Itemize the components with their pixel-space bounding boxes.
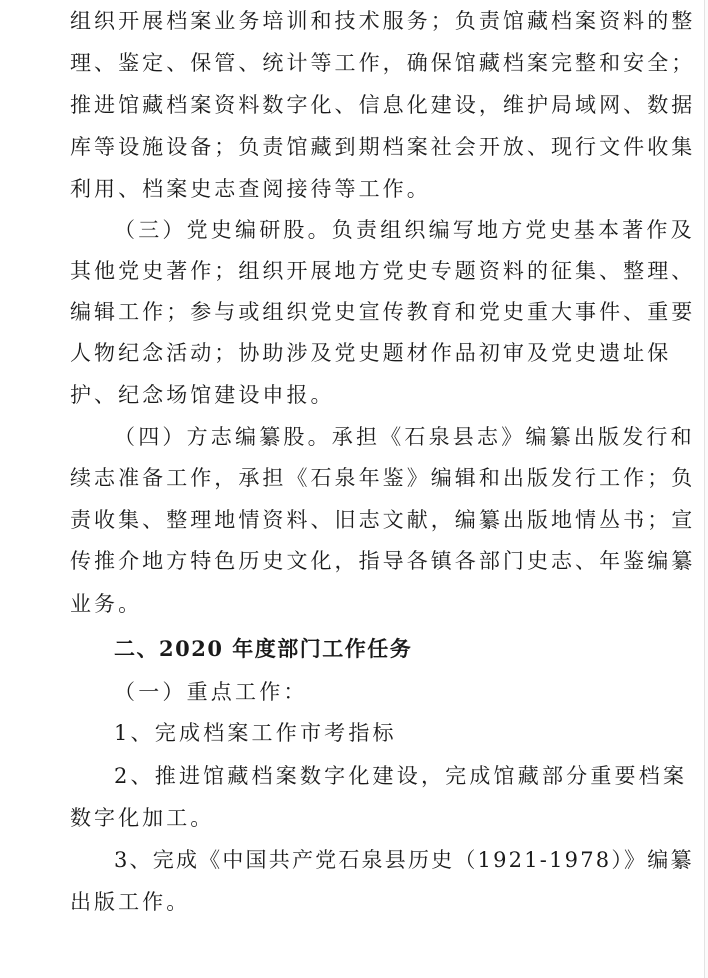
body-line: 出版工作。 [70,890,191,914]
body-line: 传推介地方特色历史文化，指导各镇各部门史志、年鉴编纂 [70,549,696,573]
body-line: 库等设施设备；负责馆藏到期档案社会开放、现行文件收集 [70,135,696,159]
chapter-heading: 二、2020 年度部门工作任务 [114,636,413,661]
body-line: 利用、档案史志查阅接待等工作。 [70,177,431,201]
subsection-heading: （一）重点工作： [114,680,308,704]
list-item: 1、完成档案工作市考指标 [114,721,397,745]
body-line: 护、纪念场馆建设申报。 [70,383,335,407]
list-item: 3、完成《中国共产党石泉县历史（1921-1978）》编纂 [114,848,694,872]
body-line: 其他党史著作；组织开展地方党史专题资料的征集、整理、 [70,259,696,283]
body-line: 业务。 [70,592,143,616]
section-heading-line: （三）党史编研股。负责组织编写地方党史基本著作及 [114,218,695,242]
body-line: 组织开展档案业务培训和技术服务；负责馆藏档案资料的整 [70,9,696,33]
body-line: 续志准备工作，承担《石泉年鉴》编辑和出版发行工作；负 [70,466,696,490]
body-line: 人物纪念活动；协助涉及党史题材作品初审及党史遗址保 [70,341,672,365]
list-item: 2、推进馆藏档案数字化建设，完成馆藏部分重要档案 [114,764,688,788]
body-line: 编辑工作；参与或组织党史宣传教育和党史重大事件、重要 [70,300,696,324]
section-heading-line: （四）方志编纂股。承担《石泉县志》编纂出版发行和 [114,425,695,449]
body-line: 推进馆藏档案资料数字化、信息化建设，维护局域网、数据 [70,93,696,117]
body-line: 数字化加工。 [70,806,215,830]
body-line: 责收集、整理地情资料、旧志文献，编纂出版地情丛书；宣 [70,508,696,532]
body-line: 理、鉴定、保管、统计等工作，确保馆藏档案完整和安全； [70,51,696,75]
